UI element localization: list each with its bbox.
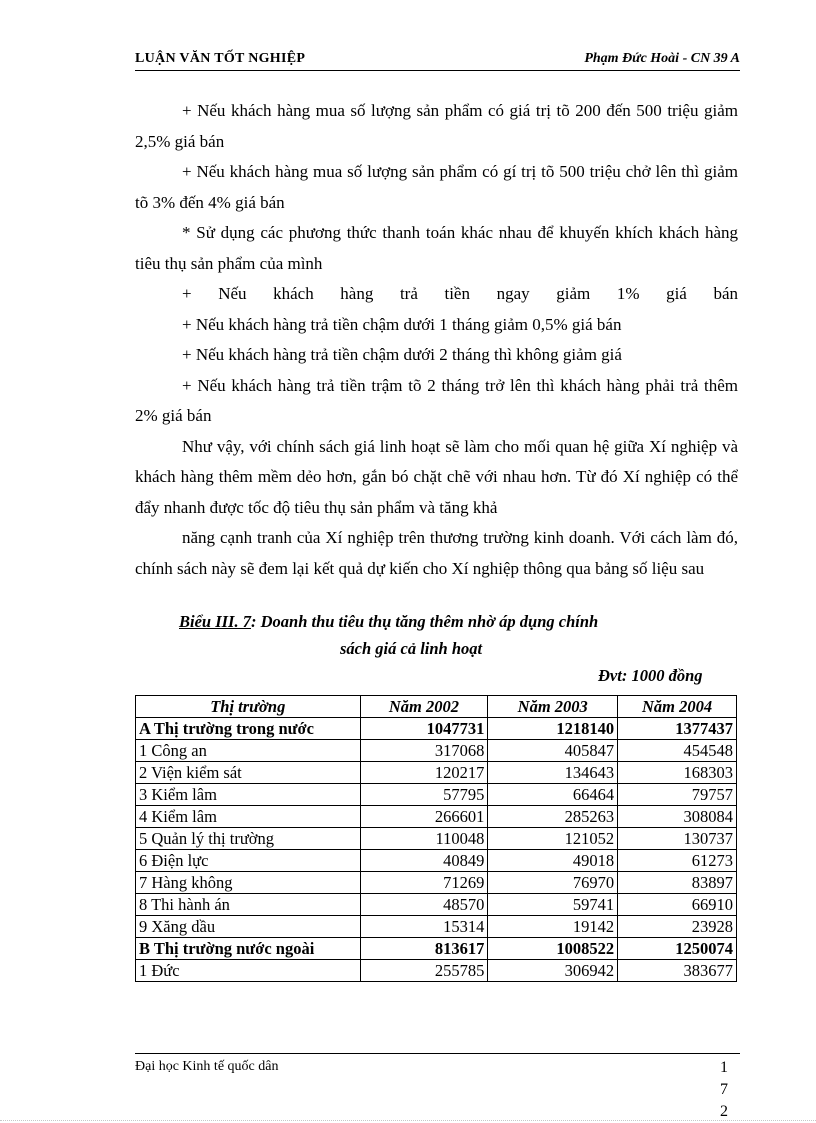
paragraph: + Nếu khách hàng mua số lượng sản phẩm có gí trị tõ 500 triệu chở lên thì giảm tõ 3% đến 4% giá bán (135, 162, 738, 212)
paragraph: năng cạnh tranh của Xí nghiệp trên thương trường kinh doanh. Với cách làm đó, chính sách này sẽ đem lại kết quả dự kiến cho Xí nghiệp thông qua bảng số liệu sau (135, 528, 738, 578)
value-cell: 110048 (360, 828, 488, 850)
table-row (136, 938, 737, 960)
page-digit: 2 (720, 1103, 728, 1120)
value-cell: 121052 (488, 828, 618, 850)
table-row (136, 894, 737, 916)
value-cell: 71269 (360, 872, 488, 894)
value-cell: 813617 (360, 938, 488, 960)
table-row (136, 828, 737, 850)
page-header (135, 48, 740, 71)
table-header-row (136, 696, 737, 718)
value-cell: 49018 (488, 850, 618, 872)
page-number (718, 1057, 730, 1123)
market-name-cell: 3 Kiểm lâm (136, 784, 361, 806)
table-row (136, 806, 737, 828)
value-cell: 255785 (360, 960, 488, 982)
value-cell: 40849 (360, 850, 488, 872)
value-cell: 1377437 (618, 718, 737, 740)
unit-label: Đvt: 1000 đồng (598, 666, 703, 685)
value-cell: 383677 (618, 960, 737, 982)
value-cell: 285263 (488, 806, 618, 828)
value-cell: 317068 (360, 740, 488, 762)
paragraph: + Nếu khách hàng mua số lượng sản phẩm có giá trị tõ 200 đến 500 triệu giảm 2,5% giá bán (135, 101, 738, 151)
value-cell: 79757 (618, 784, 737, 806)
value-cell: 48570 (360, 894, 488, 916)
value-cell: 405847 (488, 740, 618, 762)
paragraph: + Nếu khách hàng trả tiền ngay giảm 1% giá bán (182, 284, 738, 303)
market-name-cell: 9 Xăng dầu (136, 916, 361, 938)
page-digit: 7 (720, 1081, 728, 1098)
body-text (135, 96, 738, 584)
caption-text-line2: sách giá cả linh hoạt (340, 639, 483, 658)
value-cell: 308084 (618, 806, 737, 828)
table-row (136, 916, 737, 938)
value-cell: 266601 (360, 806, 488, 828)
paragraph: + Nếu khách hàng trả tiền chậm dưới 2 tháng thì không giảm giá (182, 345, 622, 364)
market-name-cell: 6 Điện lực (136, 850, 361, 872)
value-cell: 454548 (618, 740, 737, 762)
value-cell: 23928 (618, 916, 737, 938)
paragraph: + Nếu khách hàng trả tiền trậm tõ 2 tháng trở lên thì khách hàng phải trả thêm 2% giá bán (135, 375, 738, 425)
market-name-cell: 4 Kiểm lâm (136, 806, 361, 828)
table-row (136, 784, 737, 806)
market-name-cell: 1 Đức (136, 960, 361, 982)
page-digit: 1 (720, 1059, 728, 1076)
header-author: Phạm Đức Hoài - CN 39 A (584, 51, 740, 66)
market-name-cell: 5 Quản lý thị trường (136, 828, 361, 850)
market-name-cell: 7 Hàng không (136, 872, 361, 894)
value-cell: 306942 (488, 960, 618, 982)
market-name-cell: 1 Công an (136, 740, 361, 762)
header-cell-market: Thị trường (136, 696, 361, 718)
value-cell: 168303 (618, 762, 737, 784)
table-row (136, 718, 737, 740)
value-cell: 66910 (618, 894, 737, 916)
value-cell: 61273 (618, 850, 737, 872)
paragraph: Như vậy, với chính sách giá linh hoạt sẽ làm cho mối quan hệ giữa Xí nghiệp và khách hàng thêm mềm dẻo hơn, gắn bó chặt chẽ với nhau hơn. Từ đó Xí nghiệp có thể đẩy nhanh được tốc độ tiêu thụ sản phẩm và tăng khả (135, 436, 738, 517)
value-cell: 59741 (488, 894, 618, 916)
header-thesis-label: LUẬN VĂN TỐT NGHIỆP (135, 51, 306, 66)
value-cell: 120217 (360, 762, 488, 784)
table-row (136, 960, 737, 982)
value-cell: 19142 (488, 916, 618, 938)
table-caption (135, 608, 738, 662)
table-row (136, 740, 737, 762)
paragraph: * Sử dụng các phương thức thanh toán khác nhau để khuyến khích khách hàng tiêu thụ sản phẩm của mình (135, 223, 738, 273)
table-row (136, 762, 737, 784)
value-cell: 83897 (618, 872, 737, 894)
value-cell: 76970 (488, 872, 618, 894)
value-cell: 66464 (488, 784, 618, 806)
value-cell: 130737 (618, 828, 737, 850)
value-cell: 1250074 (618, 938, 737, 960)
header-cell-2003: Năm 2003 (488, 696, 618, 718)
value-cell: 1218140 (488, 718, 618, 740)
caption-text-line1: : Doanh thu tiêu thụ tăng thêm nhờ áp dụng chính (250, 612, 599, 631)
header-cell-2004: Năm 2004 (618, 696, 737, 718)
value-cell: 134643 (488, 762, 618, 784)
page-edge-divider (0, 1120, 816, 1121)
footer-school: Đại học Kinh tế quốc dân (135, 1059, 279, 1074)
table-row (136, 850, 737, 872)
value-cell: 15314 (360, 916, 488, 938)
market-name-cell: A Thị trường trong nước (136, 718, 361, 740)
revenue-table (135, 695, 737, 982)
table-row (136, 872, 737, 894)
value-cell: 1047731 (360, 718, 488, 740)
caption-label: Biểu III. 7 (179, 612, 251, 631)
value-cell: 57795 (360, 784, 488, 806)
market-name-cell: 8 Thi hành án (136, 894, 361, 916)
page-footer (135, 1053, 740, 1120)
paragraph: + Nếu khách hàng trả tiền chậm dưới 1 tháng giảm 0,5% giá bán (182, 314, 622, 334)
header-cell-2002: Năm 2002 (360, 696, 488, 718)
market-name-cell: 2 Viện kiểm sát (136, 762, 361, 784)
value-cell: 1008522 (488, 938, 618, 960)
market-name-cell: B Thị trường nước ngoài (136, 938, 361, 960)
